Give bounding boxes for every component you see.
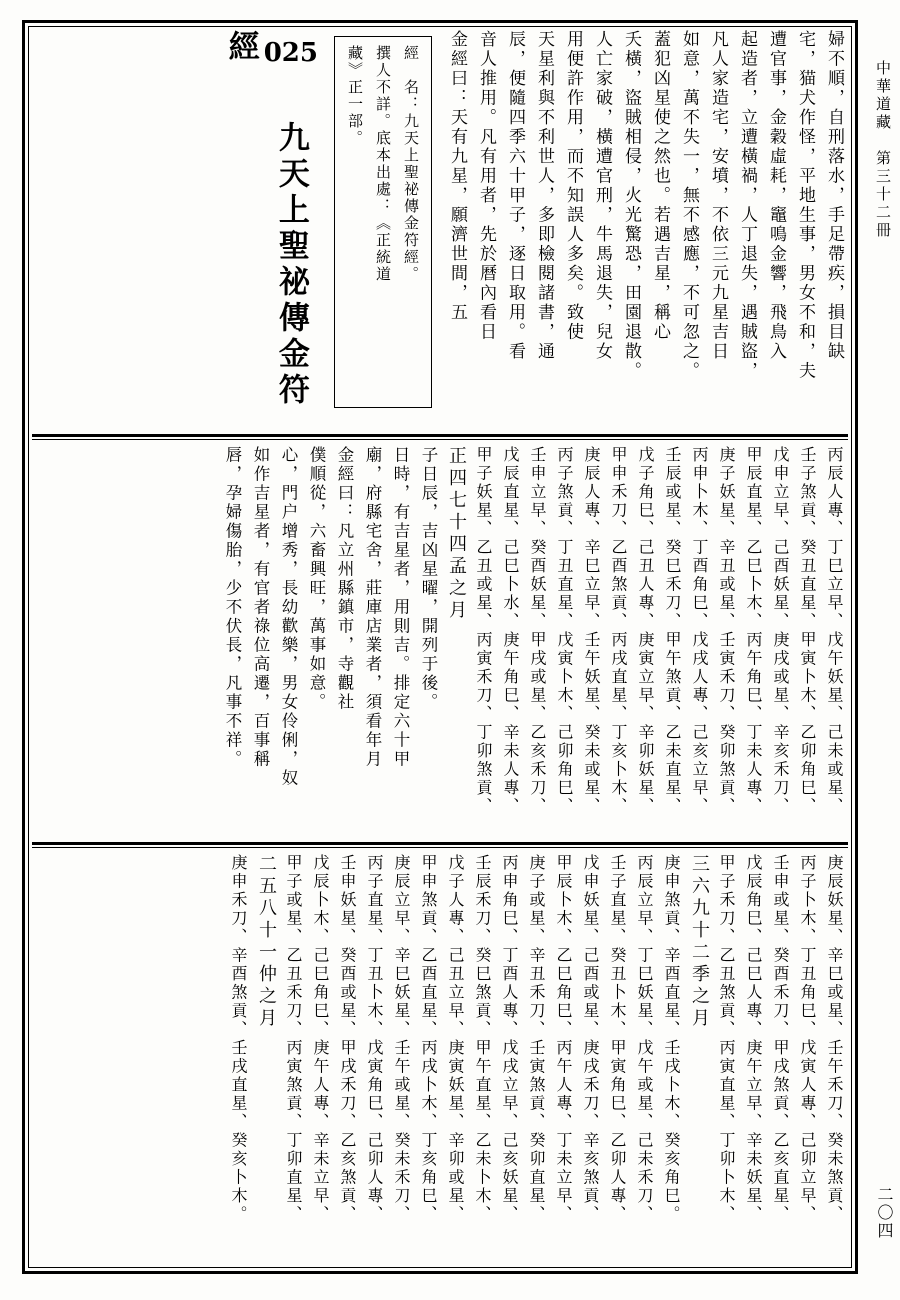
text-column: 庚申禾刀、辛酉煞貢、壬戌直星、癸亥卜木。: [229, 854, 248, 1224]
text-column: 甲子禾刀、乙丑煞貢、丙寅直星、丁卯卜木、: [717, 854, 736, 1224]
text-column: 戊子角巳、己丑人專、庚寅立早、辛卯妖星、: [636, 446, 655, 816]
scripture-title-text: 九天上聖祕傳金符經: [222, 30, 309, 409]
text-column: 戊申立早、己酉妖星、庚戌或星、辛亥禾刀、: [771, 446, 790, 816]
meta-line-1: 撰人不詳。底本出處：《正統道: [374, 45, 392, 283]
text-column: 戊辰卜木、己巳角巳、庚午人專、辛未立早、: [311, 854, 330, 1224]
text-column: 唇，孕婦傷胎，少不伏長，凡事不祥。: [223, 446, 242, 769]
text-column: 甲子或星、乙丑禾刀、丙寅煞貢、丁卯直星、: [284, 854, 303, 1224]
text-column: 丙子煞貢、丁丑直星、戊寅卜木、己卯角巳、: [555, 446, 574, 816]
text-column: 丙申卜木、丁酉角巳、戊戌人專、己亥立早、: [690, 446, 709, 816]
text-column: 人亡家破，橫遭官刑，牛馬退失，兒女: [592, 30, 612, 362]
text-column: 金經曰：天有九星，願濟世間，五: [447, 30, 467, 323]
text-column: 夭橫，盜賊相侵，火光驚恐，田園退散。: [621, 30, 641, 381]
text-column: 遭官事，金穀虛耗，竈鳴金響，飛鳥入: [766, 30, 786, 362]
register-top: [32, 30, 848, 432]
section-heading: 二五八十一仲之月: [256, 854, 277, 1030]
text-column: 起造者，立遭橫禍，人丁退失，遇賊盜，: [737, 30, 757, 381]
text-column: 蓋犯凶星使之然也。若遇吉星，稱心: [650, 30, 670, 342]
text-column: 戊申妖星、己酉或星、庚戌禾刀、辛亥煞貢、: [581, 854, 600, 1224]
register-divider-1-thin: [32, 439, 848, 440]
section-heading: 正四七十四孟之月: [446, 446, 467, 622]
text-column: 丙申角巳、丁酉人專、戊戌立早、己亥妖星、: [500, 854, 519, 1224]
text-column: 廟，府縣宅舍，莊庫店業者，須看年月: [363, 446, 382, 769]
text-column: 丙辰人專、丁巳立早、戊午妖星、己未或星、: [825, 446, 844, 816]
text-column: 壬子直星、癸丑卜木、甲寅角巳、乙卯人專、: [608, 854, 627, 1224]
text-column: 甲申煞貢、乙酉直星、丙戌卜木、丁亥角巳、: [419, 854, 438, 1224]
scripture-number: 025: [263, 38, 318, 68]
text-column: 金經曰：凡立州縣鎮市，寺觀社: [335, 446, 354, 712]
text-column: 庚申煞貢、辛酉直星、壬戌卜木、癸亥角巳。: [662, 854, 681, 1224]
text-column: 壬辰禾刀、癸巳煞貢、甲午直星、乙未卜木、: [473, 854, 492, 1224]
text-column: 如意，萬不失一，無不感應，不可忽之。: [679, 30, 699, 381]
text-column: 戊辰角巳、己巳人專、庚午立早、辛未妖星、: [744, 854, 763, 1224]
register-divider-2-thin: [32, 847, 848, 848]
text-column: 庚子妖星、辛丑或星、壬寅禾刀、癸卯煞貢、: [717, 446, 736, 816]
text-column: 心，門户增秀，長幼歡樂，男女伶俐，奴: [279, 446, 298, 788]
meta-line-2: 藏》正一部。: [346, 45, 364, 147]
page-content: [32, 30, 848, 1264]
text-column: 凡人家造宅，安墳，不依三元九星吉日: [708, 30, 728, 362]
text-column: 甲子妖星、乙丑或星、丙寅禾刀、丁卯煞貢、: [474, 446, 493, 816]
text-column: 宅，猫犬作怪，平地生事，男女不和，夫: [795, 30, 815, 381]
section-heading: 三六九十二季之月: [689, 854, 710, 1030]
register-top-body: [442, 30, 848, 428]
register-middle: [32, 444, 848, 840]
text-column: 戊辰直星、己巳卜水、庚午角巳、辛未人專、: [501, 446, 520, 816]
text-column: 音人推用。凡有用者，先於曆內看日: [476, 30, 496, 342]
text-column: 婦不順，自刑落水，手足帶疾，損目缺: [824, 30, 844, 362]
text-column: 庚辰妖星、辛巳或星、壬午禾刀、癸未煞貢、: [825, 854, 844, 1224]
scripture-title: [218, 30, 318, 420]
text-column: 丙子卜木、丁丑角巳、戊寅人專、己卯立早、: [798, 854, 817, 1224]
text-column: 壬子煞貢、癸丑直星、甲寅卜木、乙卯角巳、: [798, 446, 817, 816]
register-divider-2: [32, 842, 848, 845]
text-column: 僕順從，六畜興旺，萬事如意。: [307, 446, 326, 712]
text-column: 丙子直星、丁丑卜木、戊寅角巳、己卯人專、: [365, 854, 384, 1224]
text-column: 壬辰或星、癸巳禾刀、甲午煞貢、乙未直星、: [663, 446, 682, 816]
scripture-meta-box: [334, 36, 432, 408]
text-column: 日時，有吉星者，用則吉。排定六十甲: [391, 446, 410, 769]
text-column: 庚辰立早、辛巳妖星、壬午或星、癸未禾刀、: [392, 854, 411, 1224]
text-column: 甲申禾刀、乙酉煞貢、丙戌直星、丁亥卜木、: [609, 446, 628, 816]
text-column: 壬申妖星、癸酉或星、甲戌禾刀、乙亥煞貢、: [338, 854, 357, 1224]
meta-line-0: 經 名：九天上聖祕傳金符經。: [402, 45, 420, 283]
text-column: 天星利與不利世人，多即檢閱諸書，通: [534, 30, 554, 362]
text-column: 壬申立早、癸酉妖星、甲戌或星、乙亥禾刀、: [528, 446, 547, 816]
text-column: 子日辰，吉凶星曜，開列于後。: [419, 446, 438, 712]
text-column: 辰，便隨四季六十甲子，逐日取用。看: [505, 30, 525, 362]
text-column: 壬申或星、癸酉禾刀、甲戌煞貢、乙亥直星、: [771, 854, 790, 1224]
running-header: 中華道藏 第三十二冊: [874, 60, 892, 240]
text-column: 庚子或星、辛丑禾刀、壬寅煞貢、癸卯直星、: [527, 854, 546, 1224]
text-column: 庚辰人專、辛巳立早、壬午妖星、癸未或星、: [582, 446, 601, 816]
text-column: 丙辰立早、丁巳妖星、戊午或星、己未禾刀、: [635, 854, 654, 1224]
page-number: 二〇四: [875, 1186, 894, 1240]
text-column: 如作吉星者，有官者祿位高遷，百事稱: [251, 446, 270, 769]
register-bottom: [32, 852, 848, 1252]
text-column: 甲辰卜木、乙巳角巳、丙午人專、丁未立早、: [554, 854, 573, 1224]
text-column: 戊子人專、己丑立早、庚寅妖星、辛卯或星、: [446, 854, 465, 1224]
text-column: 用便許作用，而不知誤人多矣。致使: [563, 30, 583, 342]
register-divider-1: [32, 434, 848, 437]
text-column: 甲辰直星、乙巳卜木、丙午角巳、丁未人專、: [744, 446, 763, 816]
